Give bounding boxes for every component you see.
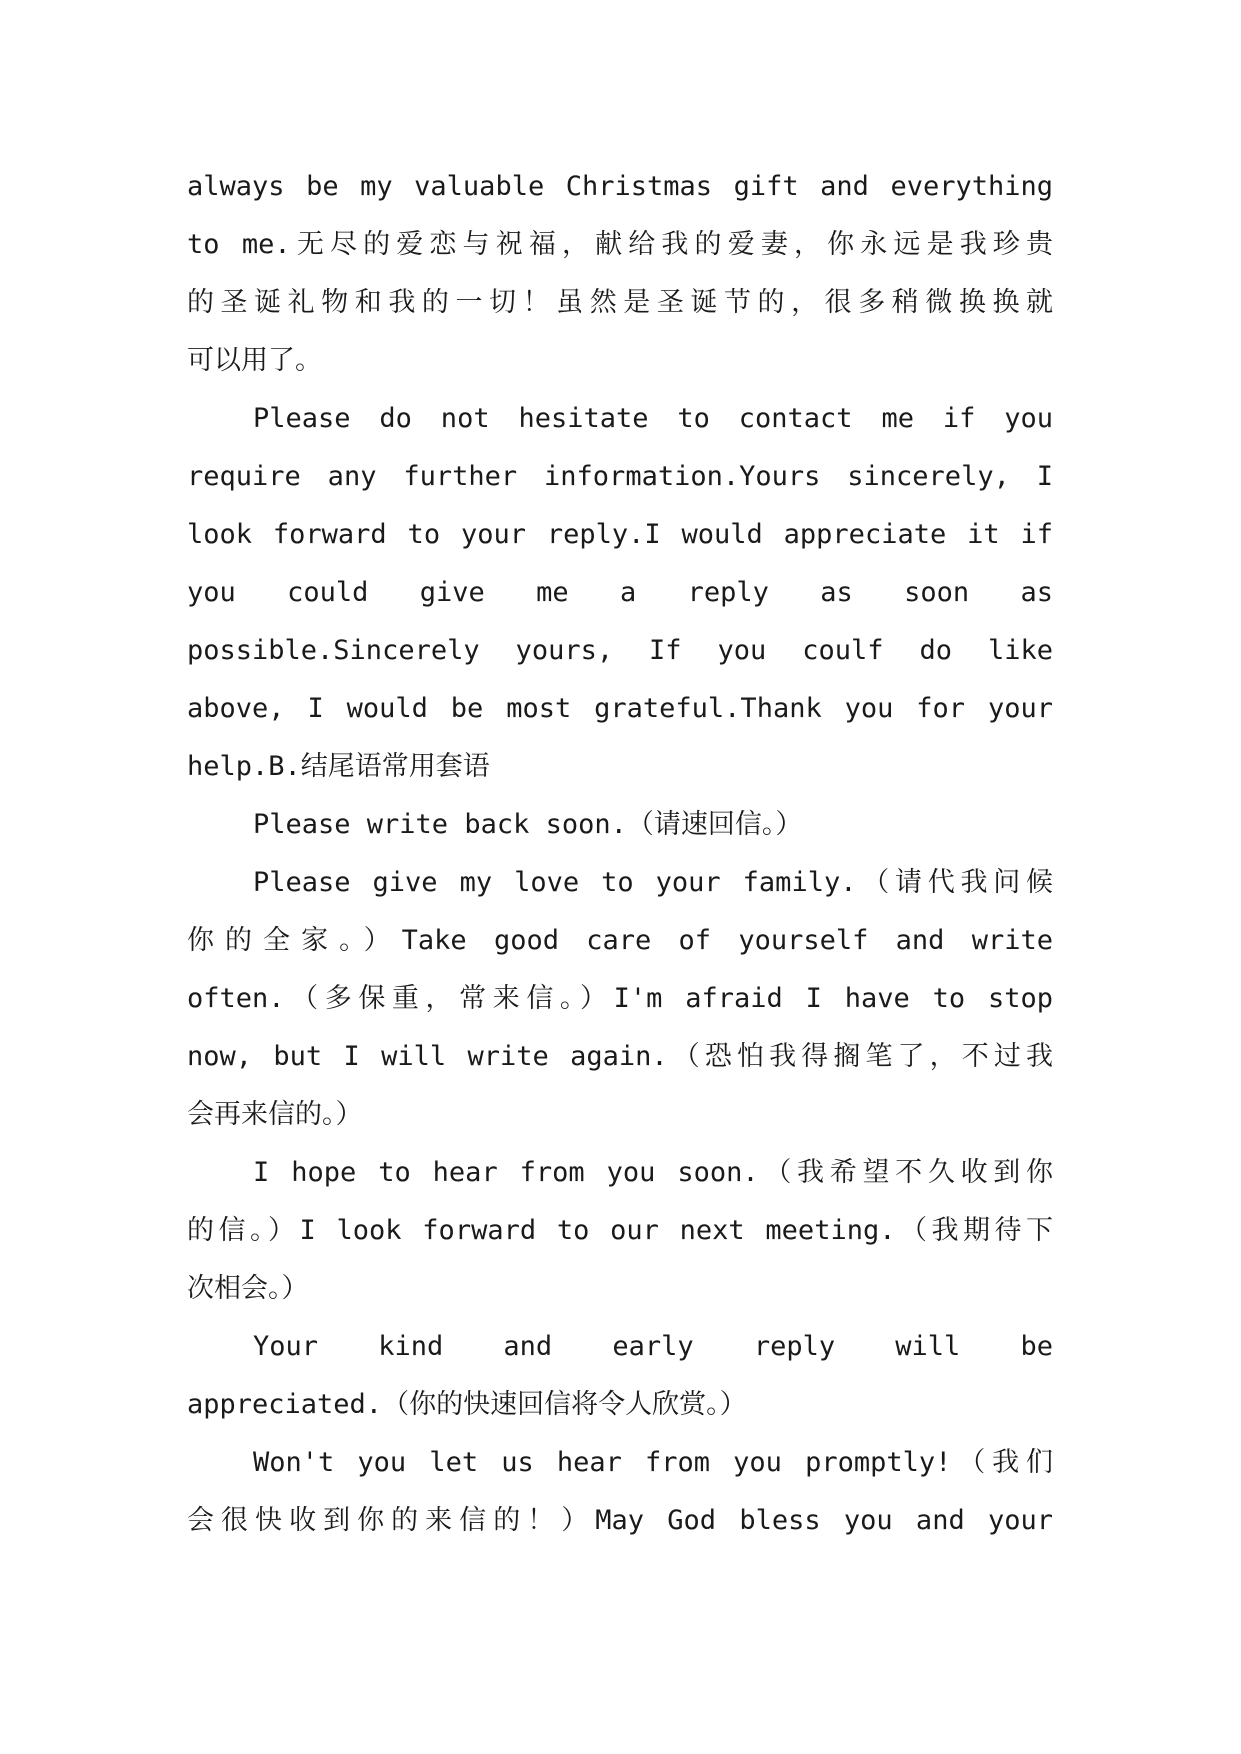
text-line: above, I would be most grateful.Thank you for your <box>187 693 1053 724</box>
text-line: now, but I will write again.（恐怕我得搁笔了，不过我 <box>187 1041 1053 1072</box>
text-line: Please do not hesitate to contact me if you <box>253 403 1053 434</box>
text-line: 次相会。） <box>187 1273 309 1304</box>
text-line: 会很快收到你的来信的！）May God bless you and your <box>187 1505 1053 1536</box>
text-line: look forward to your reply.I would appreciate it if <box>187 519 1053 550</box>
text-line: 可以用了。 <box>187 345 322 376</box>
text-line: possible.Sincerely yours, If you coulf do like <box>187 635 1053 666</box>
text-line: you could give me a reply as soon as <box>187 577 1053 608</box>
text-line: 你的全家。）Take good care of yourself and write <box>187 925 1053 956</box>
document-body <box>187 158 1053 1550</box>
text-line: 会再来信的。） <box>187 1099 363 1130</box>
text-line: require any further information.Yours sincerely, I <box>187 461 1053 492</box>
text-line: often.（多保重，常来信。）I'm afraid I have to stop <box>187 983 1053 1014</box>
text-line: Please give my love to your family.（请代我问候 <box>253 867 1053 898</box>
text-line: appreciated.（你的快速回信将令人欣赏。） <box>187 1389 747 1420</box>
text-line: Won't you let us hear from you promptly!（我们 <box>253 1447 1053 1478</box>
text-line: Please write back soon.（请速回信。） <box>253 809 803 840</box>
text-line: 的信。）I look forward to our next meeting.（我期待下 <box>187 1215 1053 1246</box>
text-line: to me.无尽的爱恋与祝福，献给我的爱妻，你永远是我珍贵 <box>187 229 1053 260</box>
text-line: Your kind and early reply will be <box>253 1331 1053 1362</box>
text-line: I hope to hear from you soon.（我希望不久收到你 <box>253 1157 1053 1188</box>
text-line: help.B.结尾语常用套语 <box>187 751 490 782</box>
text-line: 的圣诞礼物和我的一切！虽然是圣诞节的，很多稍微换换就 <box>187 287 1053 318</box>
text-line: always be my valuable Christmas gift and everything <box>187 171 1053 202</box>
